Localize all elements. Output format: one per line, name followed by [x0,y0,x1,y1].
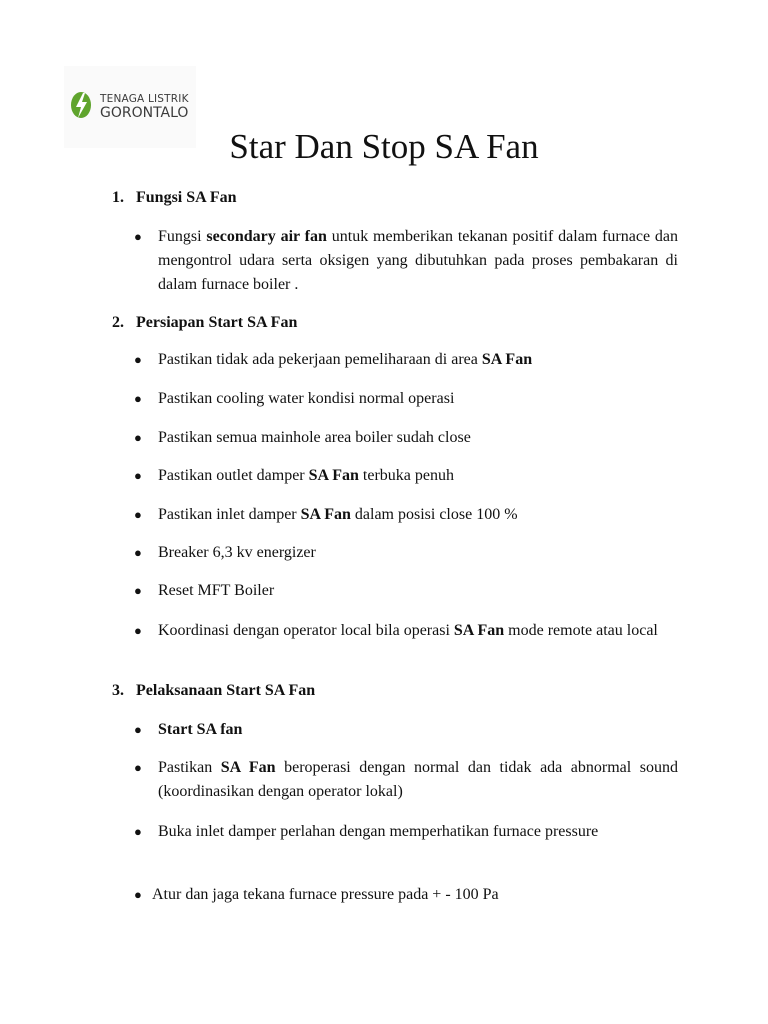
list-item [134,718,678,742]
list-item [134,387,678,411]
section-heading-text: Fungsi SA Fan [136,189,237,206]
list-item [134,883,678,907]
list-item [134,579,678,603]
list-item-text: Breaker 6,3 kv energizer [158,544,316,561]
list-item [134,348,678,372]
bullet-icon: ● [134,623,142,638]
list-item [134,464,678,488]
list-item [134,541,678,565]
list-item-text: Pastikan cooling water kondisi normal operasi [158,390,455,407]
list-item-text: Pastikan inlet damper SA Fan dalam posisi close 100 % [158,506,518,523]
bullet-icon: ● [134,352,142,367]
section-number: 3. [112,682,124,699]
section-number: 2. [112,314,124,331]
list-item-text: Pastikan semua mainhole area boiler sudah close [158,429,471,446]
bullet-icon: ● [134,507,142,522]
list-item-text: Pastikan outlet damper SA Fan terbuka penuh [158,467,454,484]
list-item [134,225,678,297]
bullet-icon: ● [134,468,142,483]
bullet-icon: ● [134,887,142,902]
logo-text-line1: TENAGA LISTRIK [100,93,189,105]
bullet-icon: ● [134,583,142,598]
list-item [134,756,678,804]
section-heading [112,314,297,332]
list-item [134,619,678,643]
list-item-text: Start SA fan [158,721,243,738]
logo-text-line2: GORONTALO [100,105,189,121]
list-item-text: Pastikan tidak ada pekerjaan pemeliharaan di area SA Fan [158,351,533,368]
list-item-text: Reset MFT Boiler [158,582,275,599]
list-item [134,820,678,844]
lightning-leaf-icon [69,88,95,122]
list-item-text: Atur dan jaga tekana furnace pressure pada + - 100 Pa [152,886,499,903]
list-item [134,426,678,450]
bullet-icon: ● [134,430,142,445]
bullet-icon: ● [134,391,142,406]
bullet-icon: ● [134,229,142,244]
section-heading [112,682,315,700]
list-item [134,503,678,527]
page-title: Star Dan Stop SA Fan [229,127,539,166]
section-heading-text: Persiapan Start SA Fan [136,314,298,331]
section-number: 1. [112,189,124,206]
bullet-icon: ● [134,824,142,839]
list-item-text: Koordinasi dengan operator local bila operasi SA Fan mode remote atau local [158,622,658,639]
list-item-text: Buka inlet damper perlahan dengan memperhatikan furnace pressure [158,823,599,840]
section-heading [112,189,236,207]
bullet-icon: ● [134,545,142,560]
section-heading-text: Pelaksanaan Start SA Fan [136,682,316,699]
bullet-icon: ● [134,760,142,775]
list-item-text: Pastikan SA Fan beroperasi dengan normal dan tidak ada abnormal sound (koordinasikan dengan operator lokal) [158,759,679,800]
bullet-icon: ● [134,722,142,737]
list-item-text: Fungsi secondary air fan untuk memberikan tekanan positif dalam furnace dan mengontrol udara serta oksigen yang dibutuhkan pada proses pembakaran di dalam furnace boiler . [158,228,679,293]
